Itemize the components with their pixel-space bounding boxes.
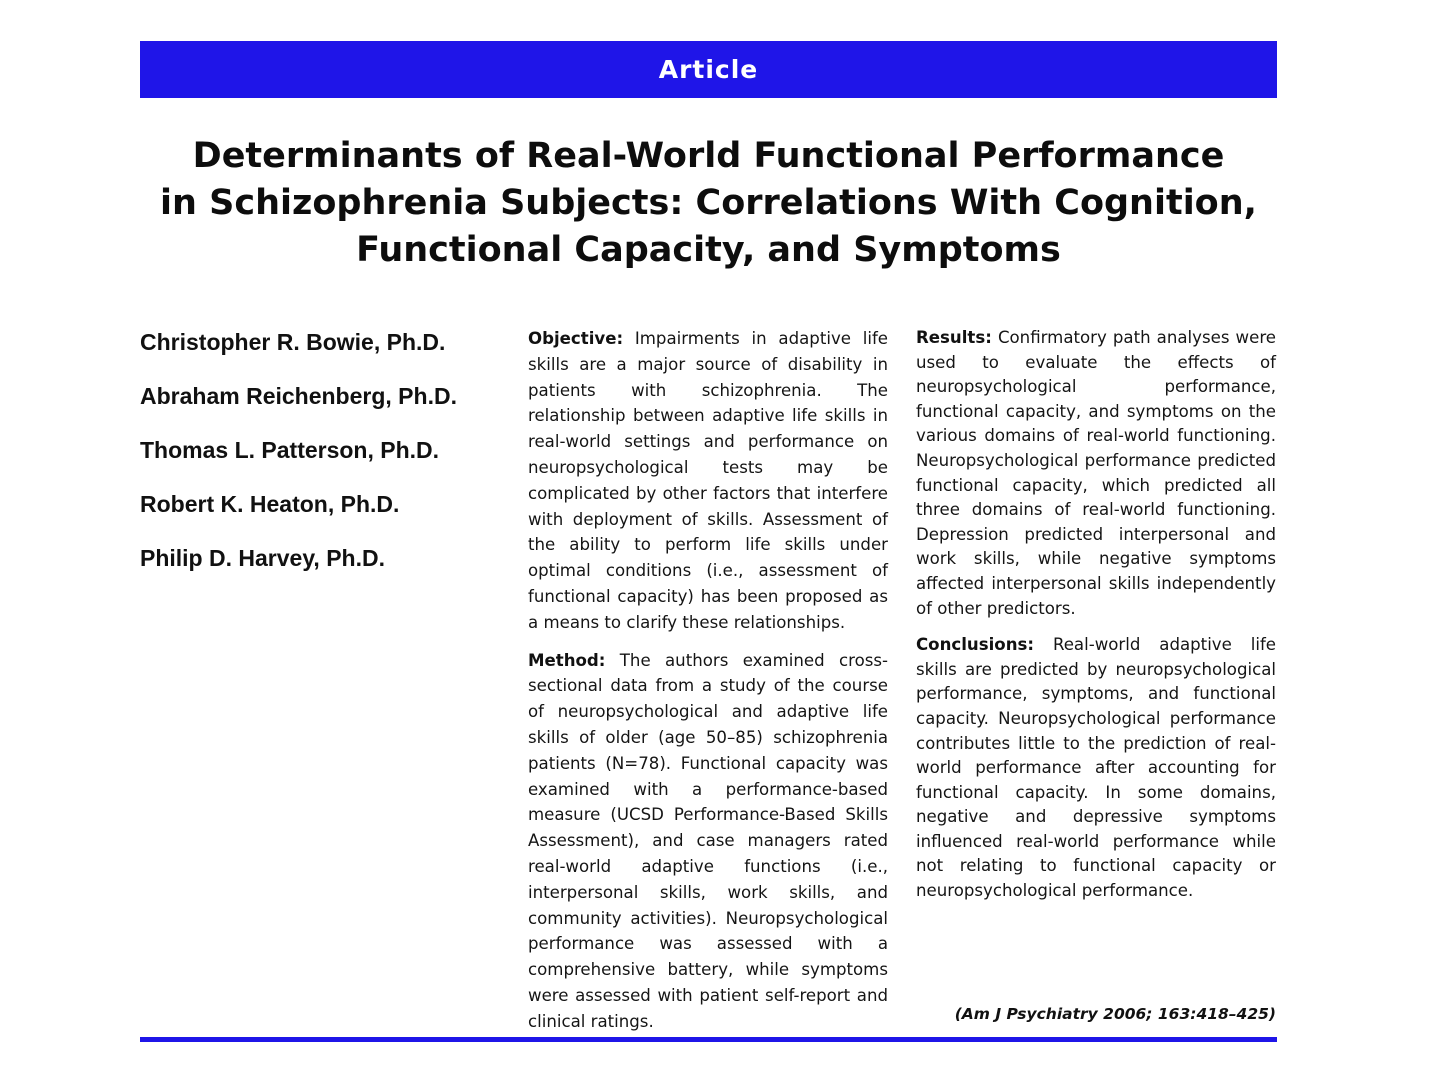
conclusions-heading: Conclusions: (916, 635, 1035, 655)
title-line: in Schizophrenia Subjects: Correlations With Cognition, (160, 183, 1257, 223)
bottom-divider (140, 1037, 1277, 1042)
author-name: Robert K. Heaton, Ph.D. (140, 491, 400, 517)
conclusions-text: Real-world adaptive life skills are predicted by neuropsychological performance, symptoms, and functional capacity. Neuropsychological performance contributes little to the prediction of real-world performance after accounting for functional capacity. In some domains, negative and depressive symptoms influenced real-world performance while not relating to functional capacity or neuropsychological performance. (916, 635, 1276, 901)
abstract-column-left (528, 326, 888, 1047)
objective-heading: Objective: (528, 329, 624, 348)
abstract-conclusions (916, 633, 1276, 904)
title-line: Functional Capacity, and Symptoms (356, 230, 1061, 270)
title-line: Determinants of Real-World Functional Performance (192, 136, 1225, 176)
results-text: Confirmatory path analyses were used to evaluate the effects of neuropsychological performance, functional capacity, and symptoms on the various domains of real-world functioning. Neuropsychological performance predicted functional capacity, which predicted all three domains of real-world functioning. Depression predicted interpersonal and work skills, while negative symptoms affected interpersonal skills independently of other predictors. (916, 328, 1276, 618)
method-text: The authors examined cross-sectional data from a study of the course of neuropsychological and adaptive life skills of older (age 50–85) schizophrenia patients (N=78). Functional capacity was examined with a performance-based measure (UCSD Performance-Based Skills Assessment), and case managers rated real-world adaptive functions (i.e., interpersonal skills, work skills, and community activities). Neuropsychological performance was assessed with a comprehensive battery, while symptoms were assessed with patient self-report and clinical ratings. (528, 650, 888, 1031)
abstract-column-right (916, 326, 1276, 916)
article-title (140, 133, 1277, 274)
author-name: Thomas L. Patterson, Ph.D. (140, 437, 440, 463)
journal-citation: (Am J Psychiatry 2006; 163:418–425) (954, 1005, 1276, 1023)
objective-text: Impairments in adaptive life skills are a major source of disability in patients with schizophrenia. The relationship between adaptive life skills in real-world settings and performance on neuropsychological tests may be complicated by other factors that interfere with deployment of skills. Assessment of the ability to perform life skills under optimal conditions (i.e., assessment of functional capacity) has been proposed as a means to clarify these relationships. (528, 329, 889, 632)
method-heading: Method: (528, 650, 606, 670)
abstract-method (528, 648, 888, 1035)
abstract-objective (528, 326, 888, 636)
article-banner (140, 41, 1277, 98)
abstract-results (916, 326, 1276, 621)
results-heading: Results: (916, 328, 992, 347)
author-list (140, 324, 500, 594)
author-name: Abraham Reichenberg, Ph.D. (140, 383, 457, 409)
author-name: Christopher R. Bowie, Ph.D. (140, 329, 446, 355)
author-name: Philip D. Harvey, Ph.D. (140, 545, 385, 571)
article-label: Article (658, 55, 759, 84)
